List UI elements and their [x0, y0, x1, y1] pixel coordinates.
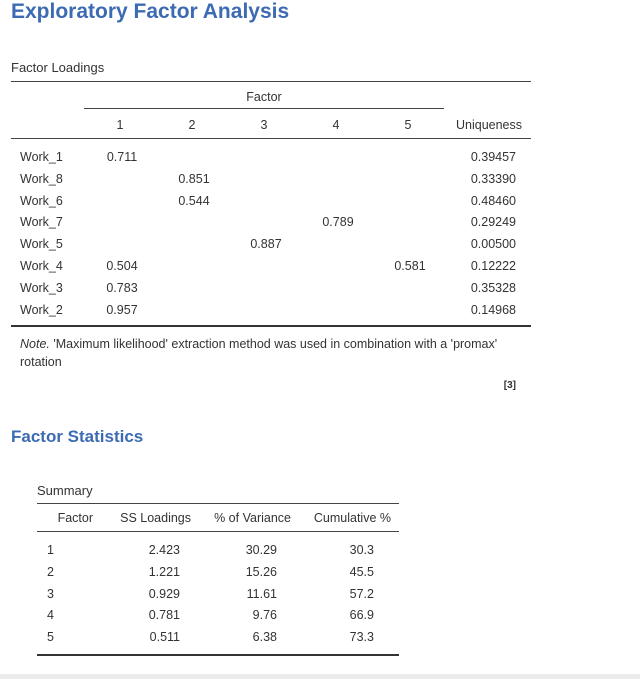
factor-number: 4	[47, 608, 54, 623]
uniqueness-value: 0.12222	[470, 259, 516, 273]
cumulative-value: 45.5	[349, 564, 374, 579]
cumulative-value: 73.3	[349, 630, 374, 645]
row-label: Work_4	[20, 259, 63, 273]
loading-value: 0.711	[106, 150, 138, 164]
row-label: Work_5	[20, 237, 63, 252]
loading-value: 0.581	[394, 259, 426, 273]
summary-header-factor: Factor	[57, 511, 93, 525]
cumulative-value: 66.9	[349, 608, 374, 623]
ss-loadings-value: 2.423	[148, 543, 180, 557]
note-text: 'Maximum likelihood' extraction method was used in combination with a 'promax' rotation	[20, 337, 498, 369]
page-title: Exploratory Factor Analysis	[11, 0, 290, 23]
ss-loadings-value: 1.221	[148, 564, 180, 579]
summary-header-rule	[37, 531, 399, 532]
ss-loadings-value: 0.781	[148, 608, 180, 623]
table-caption: Factor Loadings	[11, 60, 105, 75]
row-label: Work_2	[20, 302, 63, 317]
factor-number: 2	[47, 564, 54, 579]
column-header-2: 2	[188, 118, 196, 132]
factor-number: 3	[47, 586, 54, 601]
cumulative-value: 30.3	[349, 543, 374, 557]
section-title-factor-statistics: Factor Statistics	[11, 427, 144, 446]
column-header-1: 1	[116, 118, 124, 132]
bottom-scroll-area	[0, 674, 640, 679]
factor-number: 1	[47, 543, 54, 557]
uniqueness-value: 0.33390	[470, 171, 516, 186]
factor-number: 5	[47, 630, 54, 645]
ss-loadings-value: 0.511	[149, 630, 180, 645]
loading-value: 0.789	[322, 215, 354, 230]
column-header-3: 3	[260, 118, 268, 132]
row-label: Work_1	[20, 150, 63, 164]
header-rule	[11, 138, 531, 139]
uniqueness-value: 0.29249	[470, 215, 516, 230]
table-bottom-rule	[11, 325, 531, 327]
factor-group-header: Factor	[246, 90, 282, 104]
loading-value: 0.887	[250, 237, 282, 252]
uniqueness-value: 0.00500	[470, 237, 516, 252]
summary-header-variance: % of Variance	[214, 511, 291, 525]
column-header-uniqueness: Uniqueness	[455, 118, 522, 132]
row-label: Work_7	[20, 215, 63, 230]
summary-bottom-rule	[37, 654, 399, 656]
variance-value: 9.76	[252, 608, 277, 623]
row-label: Work_3	[20, 280, 63, 295]
summary-header-cumulative: Cumulative %	[313, 511, 391, 525]
reference-marker: [3]	[503, 380, 516, 391]
uniqueness-value: 0.35328	[470, 280, 516, 295]
cumulative-value: 57.2	[349, 586, 374, 601]
variance-value: 15.26	[245, 564, 277, 579]
variance-value: 30.29	[245, 543, 277, 557]
factor-group-rule	[84, 108, 444, 109]
column-header-5: 5	[404, 118, 412, 132]
loading-value: 0.504	[106, 259, 138, 273]
loading-value: 0.544	[178, 193, 210, 208]
uniqueness-value: 0.39457	[470, 150, 516, 164]
summary-header-ss-loadings: SS Loadings	[120, 511, 191, 525]
uniqueness-value: 0.14968	[470, 302, 516, 317]
row-label: Work_8	[20, 171, 63, 186]
ss-loadings-value: 0.929	[148, 586, 180, 601]
loading-value: 0.957	[106, 302, 138, 317]
row-label: Work_6	[20, 193, 63, 208]
summary-caption: Summary	[37, 483, 93, 498]
table-top-rule	[11, 81, 531, 82]
variance-value: 6.38	[252, 630, 277, 645]
table-note	[20, 335, 520, 371]
note-label: Note.	[20, 337, 50, 351]
loading-value: 0.783	[106, 280, 138, 295]
uniqueness-value: 0.48460	[470, 193, 516, 208]
loading-value: 0.851	[178, 171, 210, 186]
summary-top-rule	[37, 503, 399, 504]
variance-value: 11.61	[246, 586, 277, 601]
column-header-4: 4	[332, 118, 340, 132]
